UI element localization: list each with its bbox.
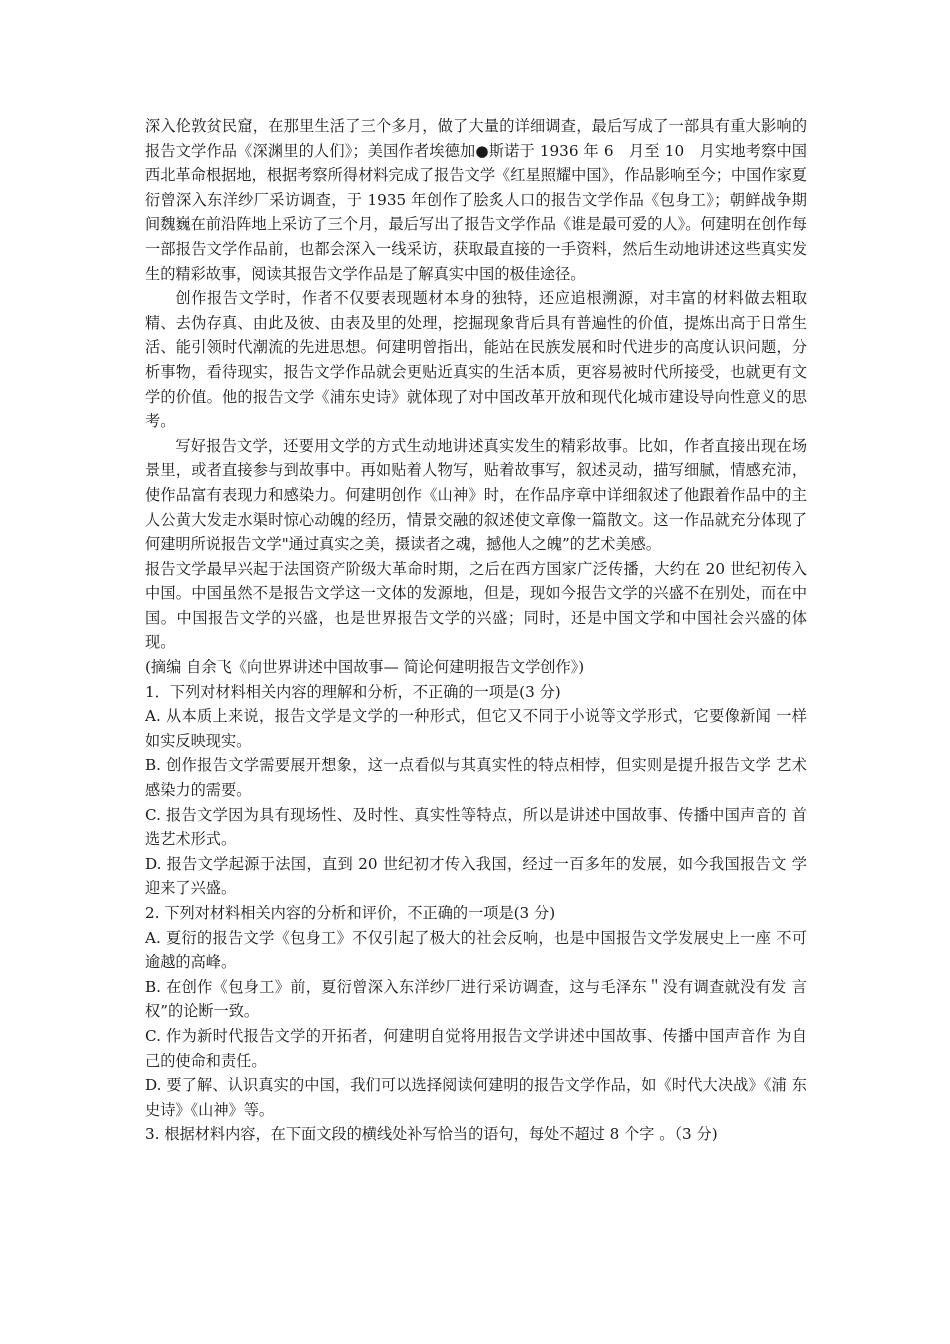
question-2-stem: 2. 下列对材料相关内容的分析和评价，不正确的一项是(3 分) [145, 904, 556, 922]
question-1-option-c: C. 报告文学因为具有现场性、及时性、真实性等特点，所以是讲述中国故事、传播中国声音的 首选艺术形式。 [145, 805, 807, 849]
question-1-option-b: B. 创作报告文学需要展开想象，这一点看似与其真实性的特点相悖，但实则是提升报告文学 艺术感染力的需要。 [145, 756, 807, 800]
paragraph-4: 报告文学最早兴起于法国资产阶级大革命时期，之后在西方国家广泛传播，大约在 20 世纪初传入中国。中国虽然不是报告文学这一文体的发源地，但是，现如今报告文学的兴盛不在别处，而在中国。中国报告文学的兴盛，也是世界报告文学的兴盛；同时，还是中国文学和中国社会兴盛的体现。 [145, 559, 807, 652]
question-1-stem: 1．下列对材料相关内容的理解和分析，不正确的一项是(3 分) [145, 682, 561, 701]
question-2-option-c: C. 作为新时代报告文学的开拓者，何建明自觉将用报告文学讲述中国故事、传播中国声音作 为自己的使命和责任。 [145, 1026, 807, 1070]
document-page [145, 114, 807, 1147]
paragraph-2: 创作报告文学时，作者不仅要表现题材本身的独特，还应追根溯源，对丰富的材料做去粗取 精、去伪存真、由此及彼、由表及里的处理，挖掘现象背后具有普遍性的价值，提炼出高于日常生活、能引领时代潮流的先进思想。何建明曾指出，能站在民族发展和时代进步的高度认识问题，分析事物，看待现实，报告文学作品就会更贴近真实的生活本质，更容易被时代所接受，也就更有文学的价值。他的报告文学《浦东史诗》就体现了对中国改革开放和现代化城市建设导向性意义的思考。 [145, 289, 807, 431]
question-3-stem: 3. 根据材料内容，在下面文段的横线处补写恰当的语句，每处不超过 8 个字 。（3 分) [145, 1125, 718, 1144]
question-2-option-a: A. 夏衍的报告文学《包身工》不仅引起了极大的社会反响，也是中国报告文学发展史上一座 不可逾越的高峰。 [145, 928, 807, 972]
question-1-option-a: A. 从本质上来说，报告文学是文学的一种形式，但它又不同于小说等文学形式，它要像新闻 一样如实反映现实。 [145, 707, 807, 750]
paragraph-1: 深入伦敦贫民窟，在那里生活了三个多月，做了大量的详细调查，最后写成了一部具有重大影响的报告文学作品《深渊里的人们》；美国作者埃德加●斯诺于 1936 年 6 月至 10 月实地考察中国西北革命根据地，根据考察所得材料完成了报告文学《红星照耀中国》，作品影响至今；中国作家夏衍曾深入东洋纱厂采访调查，于 1935 年创作了脍炙人口的报告文学作品《包身工》；朝鲜战争期间魏巍在前沿阵地上采访了三个月，最后写出了报告文学作品《谁是最可爱的人》。何建明在创作每一部报告文学作品前，也都会深入一线采访，获取最直接的一手资料，然后生动地讲述这些真实发生的精彩故事，阅读其报告文学作品是了解真实中国的极佳途径。 [145, 117, 807, 283]
question-2-option-d: D. 要了解、认识真实的中国，我们可以选择阅读何建明的报告文学作品，如《时代大决战》《浦 东史诗》《山神》等。 [145, 1076, 807, 1119]
source-citation: (摘编 自余飞《向世界讲述中国故事— 简论何建明报告文学创作》) [145, 658, 585, 677]
question-1-option-d: D. 报告文学起源于法国，直到 20 世纪初才传入我国，经过一百多年的发展，如今我国报告文 学迎来了兴盛。 [145, 854, 807, 898]
paragraph-3: 写好报告文学，还要用文学的方式生动地讲述真实发生的精彩故事。比如，作者直接出现在场景里，或者直接参与到故事中。再如贴着人物写，贴着故事写，叙述灵动，描写细腻，情感充沛，使作品富有表现力和感染力。何建明创作《山神》时，在作品序章中详细叙述了他跟着作品中的主人公黄大发走水渠时惊心动魄的经历，情景交融的叙述使文章像一篇散文。这一作品就充分体现了何建明所说报告文学"通过真实之美，摄读者之魂，撼他人之魄”的艺术美感。 [145, 436, 807, 554]
question-2-option-b: B. 在创作《包身工》前，夏衍曾深入东洋纱厂进行采访调查，这与毛泽东＂没有调查就没有发 言权”的论断一致。 [145, 977, 807, 1021]
